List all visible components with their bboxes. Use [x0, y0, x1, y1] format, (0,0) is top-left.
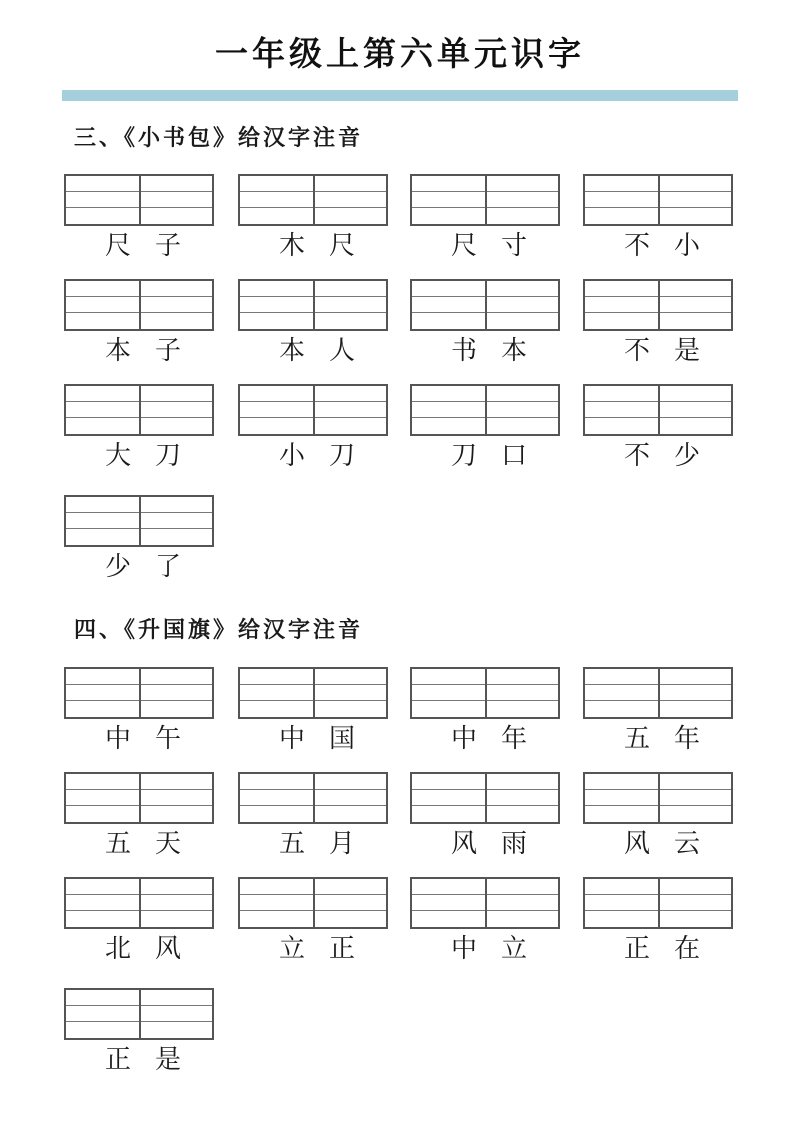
word-cell [410, 174, 560, 274]
pinyin-writing-box[interactable] [64, 384, 214, 436]
pinyin-writing-box[interactable] [583, 279, 733, 331]
hanzi-character: 子 [154, 336, 181, 366]
pinyin-writing-box[interactable] [410, 174, 560, 226]
hanzi-character: 五 [104, 829, 131, 859]
pinyin-box-divider [658, 386, 660, 434]
pinyin-writing-box[interactable] [64, 877, 214, 929]
hanzi-character: 中 [278, 724, 305, 754]
word-cell [64, 772, 214, 872]
section-heading-4: 四、《升国旗》给汉字注音 [74, 618, 364, 643]
pinyin-writing-box[interactable] [410, 384, 560, 436]
word-cell [64, 174, 214, 274]
pinyin-box-divider [313, 774, 315, 822]
pinyin-box-divider [658, 879, 660, 927]
pinyin-box-divider [485, 669, 487, 717]
hanzi-character: 寸 [500, 231, 527, 261]
hanzi-character: 木 [278, 231, 305, 261]
hanzi-character: 立 [278, 934, 305, 964]
word-cell [238, 279, 388, 379]
hanzi-character: 少 [673, 441, 700, 471]
hanzi-character: 刀 [450, 441, 477, 471]
word-cell [410, 667, 560, 767]
pinyin-writing-box[interactable] [238, 667, 388, 719]
word-cell [583, 174, 733, 274]
section-heading-3: 三、《小书包》给汉字注音 [74, 126, 364, 151]
pinyin-box-divider [313, 281, 315, 329]
word-cell [583, 279, 733, 379]
word-cell [583, 772, 733, 872]
hanzi-character: 不 [623, 441, 650, 471]
hanzi-character: 五 [278, 829, 305, 859]
pinyin-box-divider [139, 879, 141, 927]
hanzi-character: 年 [673, 724, 700, 754]
hanzi-character: 本 [278, 336, 305, 366]
word-cell [238, 174, 388, 274]
word-cell [410, 279, 560, 379]
pinyin-box-divider [139, 386, 141, 434]
hanzi-character: 尺 [104, 231, 131, 261]
pinyin-box-divider [485, 774, 487, 822]
pinyin-box-divider [313, 176, 315, 224]
hanzi-character: 云 [673, 829, 700, 859]
pinyin-writing-box[interactable] [583, 174, 733, 226]
word-cell [583, 877, 733, 977]
pinyin-box-divider [658, 176, 660, 224]
word-cell [64, 877, 214, 977]
hanzi-character: 年 [500, 724, 527, 754]
hanzi-character: 子 [154, 231, 181, 261]
hanzi-character: 本 [500, 336, 527, 366]
pinyin-box-divider [139, 990, 141, 1038]
hanzi-character: 尺 [450, 231, 477, 261]
pinyin-writing-box[interactable] [238, 877, 388, 929]
word-cell [410, 772, 560, 872]
pinyin-writing-box[interactable] [64, 495, 214, 547]
pinyin-box-divider [139, 176, 141, 224]
page-title: 一年级上第六单元识字 [215, 34, 585, 73]
hanzi-character: 正 [104, 1045, 131, 1075]
hanzi-character: 大 [104, 441, 131, 471]
word-cell [410, 384, 560, 484]
hanzi-character: 风 [623, 829, 650, 859]
pinyin-box-divider [485, 386, 487, 434]
hanzi-character: 小 [673, 231, 700, 261]
hanzi-character: 是 [673, 336, 700, 366]
hanzi-character: 不 [623, 336, 650, 366]
hanzi-character: 在 [673, 934, 700, 964]
pinyin-writing-box[interactable] [410, 279, 560, 331]
hanzi-character: 刀 [154, 441, 181, 471]
pinyin-box-divider [139, 774, 141, 822]
word-cell [64, 279, 214, 379]
word-cell [64, 495, 214, 595]
hanzi-character: 立 [500, 934, 527, 964]
word-cell [238, 877, 388, 977]
pinyin-box-divider [658, 774, 660, 822]
pinyin-box-divider [313, 879, 315, 927]
hanzi-character: 风 [154, 934, 181, 964]
pinyin-writing-box[interactable] [64, 988, 214, 1040]
pinyin-box-divider [658, 669, 660, 717]
word-cell [238, 667, 388, 767]
pinyin-box-divider [485, 281, 487, 329]
word-cell [238, 384, 388, 484]
pinyin-writing-box[interactable] [583, 772, 733, 824]
hanzi-character: 午 [154, 724, 181, 754]
hanzi-character: 是 [154, 1045, 181, 1075]
pinyin-box-divider [139, 281, 141, 329]
pinyin-writing-box[interactable] [410, 877, 560, 929]
hanzi-character: 正 [328, 934, 355, 964]
hanzi-character: 中 [450, 724, 477, 754]
pinyin-writing-box[interactable] [64, 667, 214, 719]
word-cell [410, 877, 560, 977]
hanzi-character: 五 [623, 724, 650, 754]
word-cell [64, 667, 214, 767]
pinyin-writing-box[interactable] [238, 772, 388, 824]
hanzi-character: 书 [450, 336, 477, 366]
hanzi-character: 了 [154, 552, 181, 582]
hanzi-character: 雨 [500, 829, 527, 859]
pinyin-writing-box[interactable] [583, 667, 733, 719]
pinyin-writing-box[interactable] [64, 279, 214, 331]
hanzi-character: 少 [104, 552, 131, 582]
pinyin-writing-box[interactable] [238, 174, 388, 226]
pinyin-box-divider [658, 281, 660, 329]
word-cell [64, 384, 214, 484]
pinyin-box-divider [139, 497, 141, 545]
hanzi-character: 口 [500, 441, 527, 471]
pinyin-box-divider [139, 669, 141, 717]
pinyin-writing-box[interactable] [583, 877, 733, 929]
pinyin-writing-box[interactable] [64, 772, 214, 824]
hanzi-character: 风 [450, 829, 477, 859]
word-cell [583, 667, 733, 767]
hanzi-character: 小 [278, 441, 305, 471]
pinyin-writing-box[interactable] [410, 772, 560, 824]
hanzi-character: 中 [450, 934, 477, 964]
pinyin-box-divider [485, 176, 487, 224]
hanzi-character: 刀 [328, 441, 355, 471]
hanzi-character: 北 [104, 934, 131, 964]
title-accent-bar [62, 90, 738, 101]
hanzi-character: 国 [328, 724, 355, 754]
pinyin-box-divider [313, 386, 315, 434]
hanzi-character: 正 [623, 934, 650, 964]
pinyin-box-divider [485, 879, 487, 927]
hanzi-character: 本 [104, 336, 131, 366]
word-cell [64, 988, 214, 1088]
pinyin-writing-box[interactable] [410, 667, 560, 719]
pinyin-writing-box[interactable] [64, 174, 214, 226]
word-cell [238, 772, 388, 872]
hanzi-character: 中 [104, 724, 131, 754]
pinyin-writing-box[interactable] [583, 384, 733, 436]
hanzi-character: 人 [328, 336, 355, 366]
pinyin-writing-box[interactable] [238, 384, 388, 436]
pinyin-writing-box[interactable] [238, 279, 388, 331]
hanzi-character: 不 [623, 231, 650, 261]
hanzi-character: 尺 [328, 231, 355, 261]
pinyin-box-divider [313, 669, 315, 717]
hanzi-character: 月 [328, 829, 355, 859]
word-cell [583, 384, 733, 484]
hanzi-character: 天 [154, 829, 181, 859]
